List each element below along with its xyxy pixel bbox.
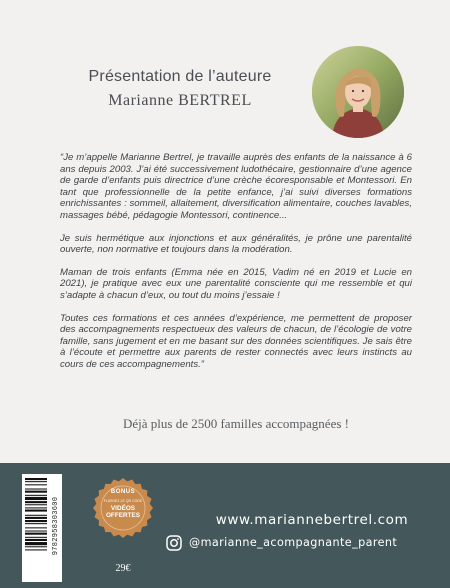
author-portrait-illustration: [312, 46, 404, 138]
instagram-icon[interactable]: [166, 535, 182, 551]
barcode-bar: [25, 539, 47, 541]
barcode-bar: [25, 523, 47, 524]
bio-paragraph: Toutes ces formations et ces années d’expérience, me permettent de proposer des accompagnements respectueux des valeurs de chacun, de l’écologie de votre famille, sans jugement et en me basant sur des données scientifiques. Je sais être à l’écoute et permettre aux parents de rester connectés avec leurs instincts au cours de ces accompagnements.”: [60, 312, 412, 370]
barcode-bar: [25, 546, 47, 547]
bio-paragraph: “Je m’appelle Marianne Bertrel, je travaille auprès des enfants de la naissance à 6 ans depuis 2003. J’ai été successivement ludothécaire, gestionnaire d’une agence de garde d’enfants puis directrice d’une crèche écoresponsable et Montessori. En tant que professionnelle de la petite enfance, j’ai suivi diverses formations enrichissantes : sommeil, allaitement, diversification alimentaire, couches lavables, massages bébé, pédagogie Montessori, continence...: [60, 152, 412, 221]
barcode-bar: [25, 533, 47, 535]
tagline: Déjà plus de 2500 familles accompagnées !: [123, 416, 349, 431]
barcode-bar: [25, 489, 47, 490]
barcode-bar: [25, 507, 47, 508]
barcode: [22, 474, 50, 582]
badge-video-line2: OFFERTES: [105, 512, 141, 520]
barcode-bar: [25, 549, 47, 550]
badge-video-label: [98, 505, 148, 520]
barcode-bar: [25, 520, 47, 522]
isbn-number-strip: [50, 474, 62, 582]
bio-paragraph: Maman de trois enfants (Emma née en 2015, Vadim né en 2019 et Lucie en 2021), je pratique avec eux une parentalité consciente qui me ressemble et qui s’adapte à chacun d’eux, ou tout du moins j’essaie !: [60, 266, 412, 301]
bio-paragraph: Je suis hermétique aux injonctions et aux généralités, je prône une parentalité ouverte, non normative et toujours dans la modération.: [60, 232, 412, 256]
barcode-bar: [25, 531, 47, 532]
barcode-bar: [25, 510, 47, 512]
badge-video-line1: VIDÉOS: [110, 505, 136, 512]
barcode-bar: [25, 504, 47, 505]
barcode-bar: [25, 537, 47, 538]
isbn-number: 9782958303600: [52, 496, 60, 556]
barcode-bar: [25, 542, 47, 545]
barcode-bars: [22, 474, 50, 582]
barcode-bar: [25, 481, 47, 482]
barcode-bar: [25, 478, 47, 480]
bonus-badge: [92, 477, 154, 539]
badge-sub-label: FLASHEZ LE QR CODE: [103, 499, 143, 503]
author-name: Marianne BERTREL: [108, 92, 252, 109]
barcode-bar: [25, 517, 47, 519]
section-title: Présentation de l’auteure: [88, 68, 272, 85]
barcode-bar: [25, 515, 47, 516]
barcode-bar: [25, 484, 47, 485]
author-portrait: [312, 46, 404, 138]
website-link[interactable]: www.mariannebertrel.com: [215, 512, 409, 528]
barcode-bar: [25, 527, 47, 528]
instagram-handle[interactable]: @marianne_acompagnante_parent: [189, 536, 398, 549]
author-biography: [60, 152, 412, 382]
barcode-bar: [25, 495, 47, 496]
badge-bonus-label: BONUS: [110, 489, 136, 495]
price: 29€: [115, 563, 131, 574]
barcode-bar: [25, 501, 47, 503]
barcode-bar: [25, 491, 47, 493]
barcode-bar: [25, 497, 47, 500]
